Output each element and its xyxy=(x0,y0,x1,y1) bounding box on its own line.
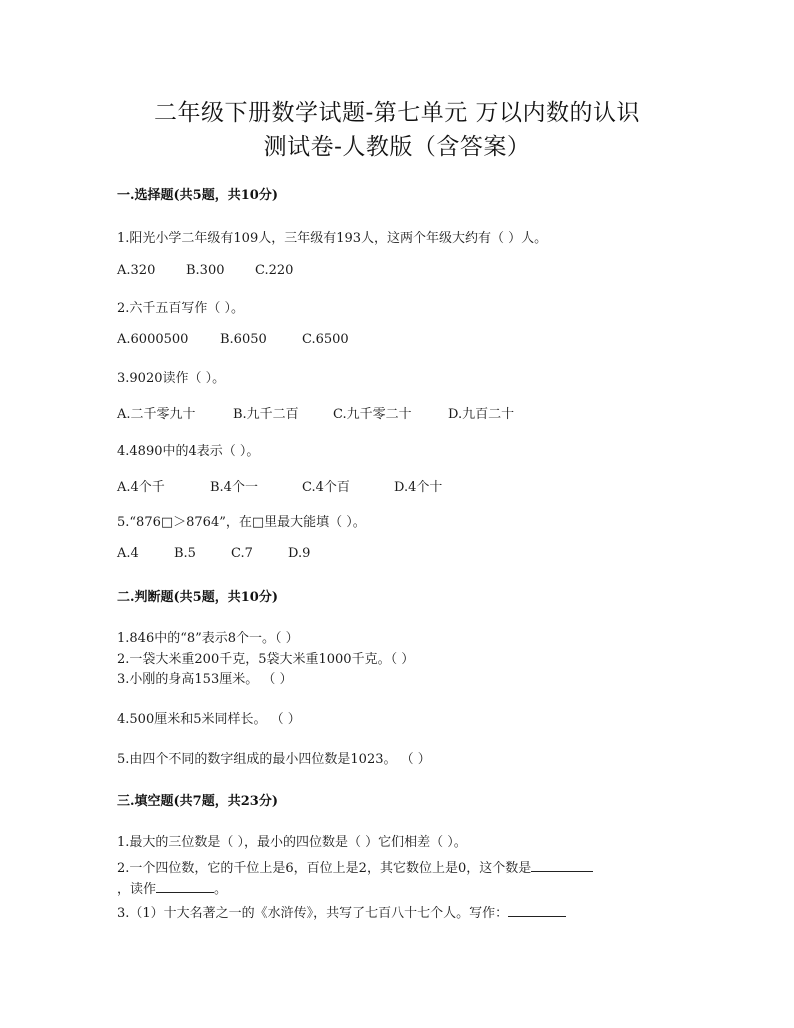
answer-blank[interactable] xyxy=(156,880,214,893)
option: A.二千零九十 xyxy=(117,407,196,422)
choice-q3-options xyxy=(117,403,514,422)
choice-q2-stem: 2.六千五百写作（ ）。 xyxy=(117,301,245,316)
option: A.6000500 xyxy=(117,332,189,347)
choice-q4-stem: 4.4890中的4表示（ ）。 xyxy=(117,444,260,459)
option: B.6050 xyxy=(220,332,267,347)
option: A.4 xyxy=(117,546,139,561)
answer-blank[interactable] xyxy=(531,859,593,872)
section-fill-heading: 三.填空题(共7题，共23分) xyxy=(117,794,278,809)
judge-q4: 4.500厘米和5米同样长。 （ ） xyxy=(117,712,301,727)
fill-q2-text: ，读作 xyxy=(117,882,157,897)
option: B.5 xyxy=(174,546,196,561)
section-judge-heading: 二.判断题(共5题，共10分) xyxy=(117,590,278,605)
option: C.九千零二十 xyxy=(333,407,412,422)
choice-q1-stem: 1.阳光小学二年级有109人，三年级有193人，这两个年级大约有（ ）人。 xyxy=(117,231,548,246)
option: D.9 xyxy=(288,546,311,561)
fill-q2-line2 xyxy=(117,878,227,897)
fill-q3-line1 xyxy=(117,902,566,921)
choice-q3-stem: 3.9020读作（ ）。 xyxy=(117,371,226,386)
choice-q5-options xyxy=(117,546,310,561)
fill-q3-text: 3.（1）十大名著之一的《水浒传》，共写了七百八十七个人。写作： xyxy=(117,906,509,921)
judge-q2: 2.一袋大米重200千克，5袋大米重1000千克。（ ） xyxy=(117,652,415,667)
choice-q5-stem: 5.“876□＞8764”，在□里最大能填（ ）。 xyxy=(117,515,366,530)
fill-q2-text: 。 xyxy=(214,882,228,897)
choice-q4-options xyxy=(117,476,442,495)
section-choice-heading: 一.选择题(共5题，共10分) xyxy=(117,188,278,203)
option: B.九千二百 xyxy=(233,407,299,422)
answer-blank[interactable] xyxy=(508,904,566,917)
option: C.7 xyxy=(231,546,253,561)
option: A.320 xyxy=(117,263,156,278)
option: C.220 xyxy=(255,263,294,278)
option: B.300 xyxy=(186,263,225,278)
title-line-1: 二年级下册数学试题-第七单元 万以内数的认识 xyxy=(153,100,641,126)
option: D.九百二十 xyxy=(448,407,515,422)
choice-q1-options xyxy=(117,263,293,278)
choice-q2-options xyxy=(117,332,349,347)
option: C.6500 xyxy=(302,332,349,347)
title-line-2: 测试卷-人教版（含答案） xyxy=(263,134,531,160)
fill-q1: 1.最大的三位数是（ ），最小的四位数是（ ）它们相差（ ）。 xyxy=(117,835,467,850)
option: D.4个十 xyxy=(394,480,443,495)
option: B.4个一 xyxy=(210,480,258,495)
option: C.4个百 xyxy=(302,480,350,495)
judge-q3: 3.小刚的身高153厘米。 （ ） xyxy=(117,672,293,687)
judge-q5: 5.由四个不同的数字组成的最小四位数是1023。 （ ） xyxy=(117,752,431,767)
fill-q2-text: 2.一个四位数，它的千位上是6，百位上是2，其它数位上是0，这个数是 xyxy=(117,861,532,876)
option: A.4个千 xyxy=(117,480,165,495)
judge-q1: 1.846中的“8”表示8个一。（ ） xyxy=(117,631,299,646)
fill-q2-line1 xyxy=(117,857,593,876)
